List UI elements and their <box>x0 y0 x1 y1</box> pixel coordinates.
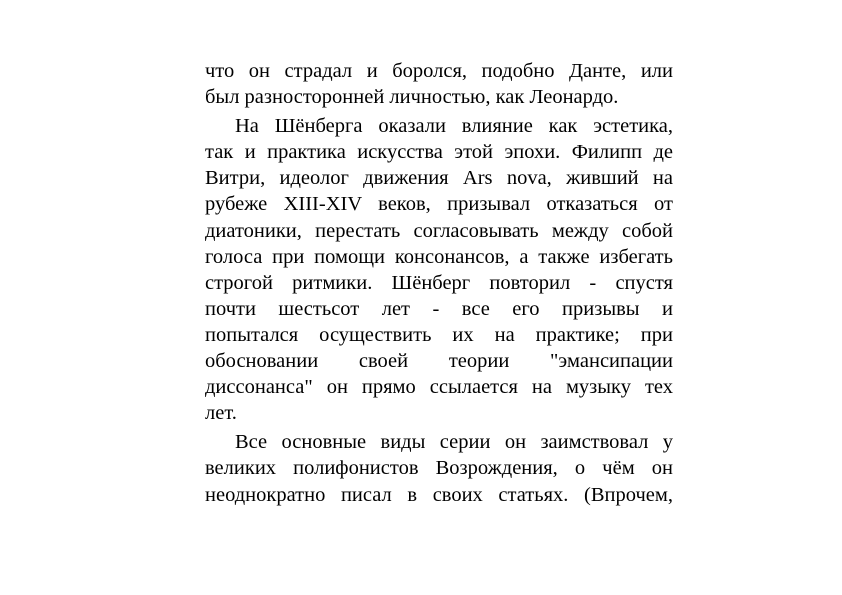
paragraph-1 <box>205 58 673 110</box>
text-line: лет. <box>205 402 237 425</box>
text-line: рубеже XIII-XIV веков, призывал отказаться от <box>205 193 673 216</box>
text-line: строгой ритмики. Шёнберг повторил - спустя <box>205 271 673 294</box>
paragraph-3 <box>205 429 673 507</box>
paragraph-2 <box>205 113 673 426</box>
text-line: обосновании своей теории "эмансипации <box>205 350 673 373</box>
text-line: диссонанса" он прямо ссылается на музыку тех <box>205 376 673 399</box>
text-line: так и практика искусства этой эпохи. Филипп де <box>205 141 673 164</box>
text-line: что он страдал и боролся, подобно Данте, или <box>205 60 673 82</box>
text-line: Все основные виды серии он заимствовал у <box>235 431 673 454</box>
text-line: великих полифонистов Возрождения, о чём он <box>205 457 673 480</box>
text-line: попытался осуществить их на практике; при <box>205 323 673 346</box>
text-line: диатоники, перестать согласовывать между собой <box>205 219 673 242</box>
text-line: был разносторонней личностью, как Леонардо. <box>205 86 619 109</box>
text-line: голоса при помощи консонансов, а также избегать <box>205 245 673 268</box>
text-line: неоднократно писал в своих статьях. (Впрочем, <box>205 483 673 506</box>
text-line: Витри, идеолог движения Ars nova, живший на <box>205 167 673 190</box>
text-line: почти шестьсот лет - все его призывы и <box>205 297 673 320</box>
text-column <box>205 58 673 508</box>
text-line: На Шёнберга оказали влияние как эстетика, <box>235 115 673 138</box>
